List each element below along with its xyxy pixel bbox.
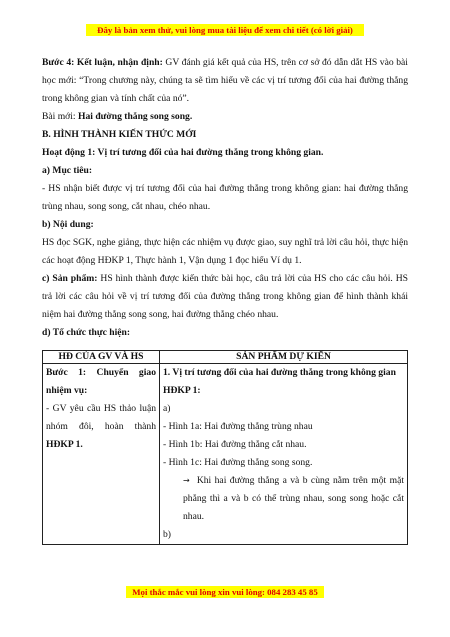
header-teacher-student: HĐ CỦA GV VÀ HS [43, 351, 160, 364]
product-paragraph [42, 270, 408, 324]
answer-line: - Hình 1c: Hai đường thẳng song song. [163, 457, 313, 468]
step4-text: GV đánh giá kết quả của HS, trên cơ sở đó dẫn dắt HS vào bài học mới: “Trong chương này, chúng ta sẽ tìm hiểu về các vị trí tương đối của hai đường thẳng trong không gian và tính chất của nó”. [42, 57, 408, 104]
activity-table [42, 350, 408, 545]
step4-paragraph [42, 54, 408, 108]
lesson-body [42, 54, 408, 342]
table-header-row [43, 351, 408, 364]
arrow-paragraph [163, 472, 404, 526]
activity1-heading: Hoạt động 1: Vị trí tương đối của hai đường thẳng trong không gian. [42, 147, 324, 158]
step4-label: Bước 4: Kết luận, nhận định: [42, 57, 163, 68]
section-b-heading: B. HÌNH THÀNH KIẾN THỨC MỚI [42, 129, 197, 140]
content-heading: b) Nội dung: [42, 219, 94, 230]
part-a-label: a) [163, 403, 171, 414]
step1-label: Bước 1: Chuyển giao nhiệm vụ: [46, 367, 156, 396]
product-text: HS hình thành được kiến thức bài học, câu trả lời của HS cho các câu hỏi. HS trả lời các câu hỏi về vị trí tương đối của đường thẳng trong không gian để hình thành khái niệm hai đường thẳng song song, hai đường thẳng chéo nhau. [42, 273, 408, 320]
part-b-label: b) [163, 529, 171, 540]
hdkp-label: HĐKP 1: [163, 385, 201, 396]
arrow-right-icon: → [183, 476, 197, 485]
new-lesson-title: Hai đường thẳng song song. [78, 111, 193, 122]
step1-text-bold: HĐKP 1. [46, 439, 83, 450]
arrow-text: Khi hai đường thẳng a và b cùng nằm trên một mặt phẳng thì a và b có thể trùng nhau, song song hoặc cắt nhau. [183, 475, 404, 522]
product-title: 1. Vị trí tương đối của hai đường thẳng trong không gian [163, 367, 396, 378]
answer-line: - Hình 1a: Hai đường thẳng trùng nhau [163, 421, 313, 432]
objective-text: - HS nhận biết được vị trí tương đối của hai đường thẳng trong không gian: hai đường thẳng trùng nhau, song song, cắt nhau, chéo nhau. [42, 183, 408, 212]
table-row [43, 364, 408, 545]
header-expected-product: SẢN PHẨM DỰ KIẾN [160, 351, 408, 364]
objective-heading: a) Mục tiêu: [42, 165, 93, 176]
left-cell [43, 364, 160, 545]
step1-text-main: - GV yêu cầu HS thảo luận nhóm đôi, hoàn thành [46, 403, 156, 432]
preview-banner: Đây là bản xem thử, vui lòng mua tài liệu để xem chi tiết (có lời giải) [86, 24, 364, 36]
product-label: c) Sản phẩm: [42, 273, 98, 284]
step1-text [46, 400, 156, 454]
content-text: HS đọc SGK, nghe giảng, thực hiện các nhiệm vụ được giao, suy nghĩ trả lời câu hỏi, thực hiện các hoạt động HĐKP 1, Thực hành 1, Vận dụng 1 đọc hiểu Ví dụ 1. [42, 237, 408, 266]
new-lesson-label: Bài mới: [42, 111, 78, 122]
contact-banner: Mọi thắc mắc vui lòng xin vui lòng: 084 283 45 85 [126, 586, 324, 598]
right-cell [160, 364, 408, 545]
new-lesson-line [42, 108, 408, 126]
organization-heading: d) Tổ chức thực hiện: [42, 327, 131, 338]
answer-line: - Hình 1b: Hai đường thẳng cắt nhau. [163, 439, 307, 450]
